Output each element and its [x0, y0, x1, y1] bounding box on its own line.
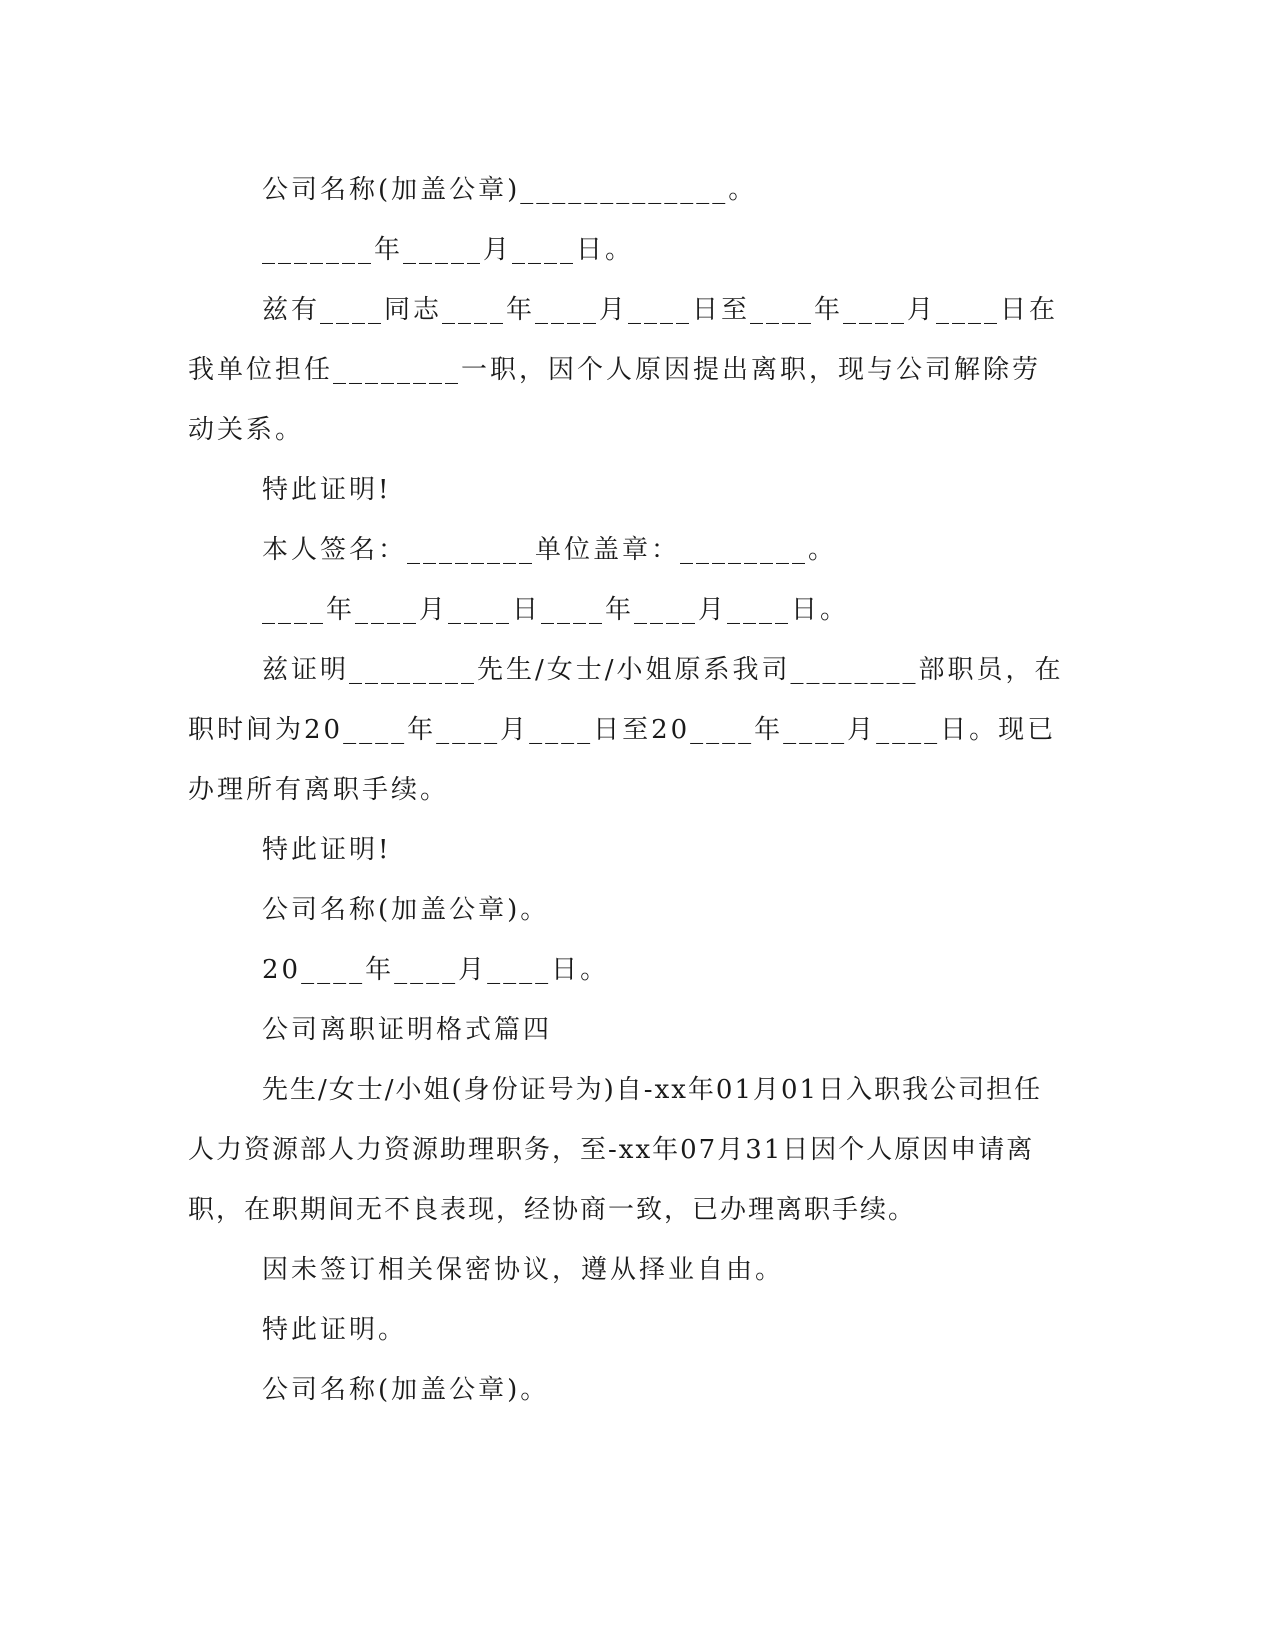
certificate-body-2: 兹证明________先生/女士/小姐原系我司________部职员，在职时间为20____年____月____日至20____年____月____日。现已办理所有离职手续。 [188, 655, 1064, 805]
hereby-certify-2: 特此证明! [262, 835, 392, 865]
signature-line: 本人签名：________单位盖章：________。 [262, 535, 838, 565]
date-line: _______年_____月____日。 [262, 235, 635, 265]
company-name-line: 公司名称(加盖公章)_____________。 [262, 175, 758, 205]
document-body [188, 160, 1068, 1420]
date-line-2: 20____年____月____日。 [262, 955, 610, 985]
hereby-certify-3: 特此证明。 [262, 1315, 408, 1345]
company-name-line-2: 公司名称(加盖公章)。 [262, 895, 550, 925]
hereby-certify: 特此证明! [262, 475, 392, 505]
company-name-line-3: 公司名称(加盖公章)。 [262, 1375, 550, 1405]
confidentiality-note: 因未签订相关保密协议，遵从择业自由。 [262, 1255, 785, 1285]
section-heading: 公司离职证明格式篇四 [262, 1015, 553, 1045]
certificate-body-3: 先生/女士/小姐(身份证号为)自-xx年01月01日入职我公司担任人力资源部人力资源助理职务，至-xx年07月31日因个人原因申请离职，在职期间无不良表现，经协商一致，已办理离职手续。 [188, 1075, 1043, 1225]
certificate-body: 兹有____同志____年____月____日至____年____月____日在我单位担任________一职，因个人原因提出离职，现与公司解除劳动关系。 [188, 295, 1059, 445]
signature-date-line: ____年____月____日____年____月____日。 [262, 595, 850, 625]
